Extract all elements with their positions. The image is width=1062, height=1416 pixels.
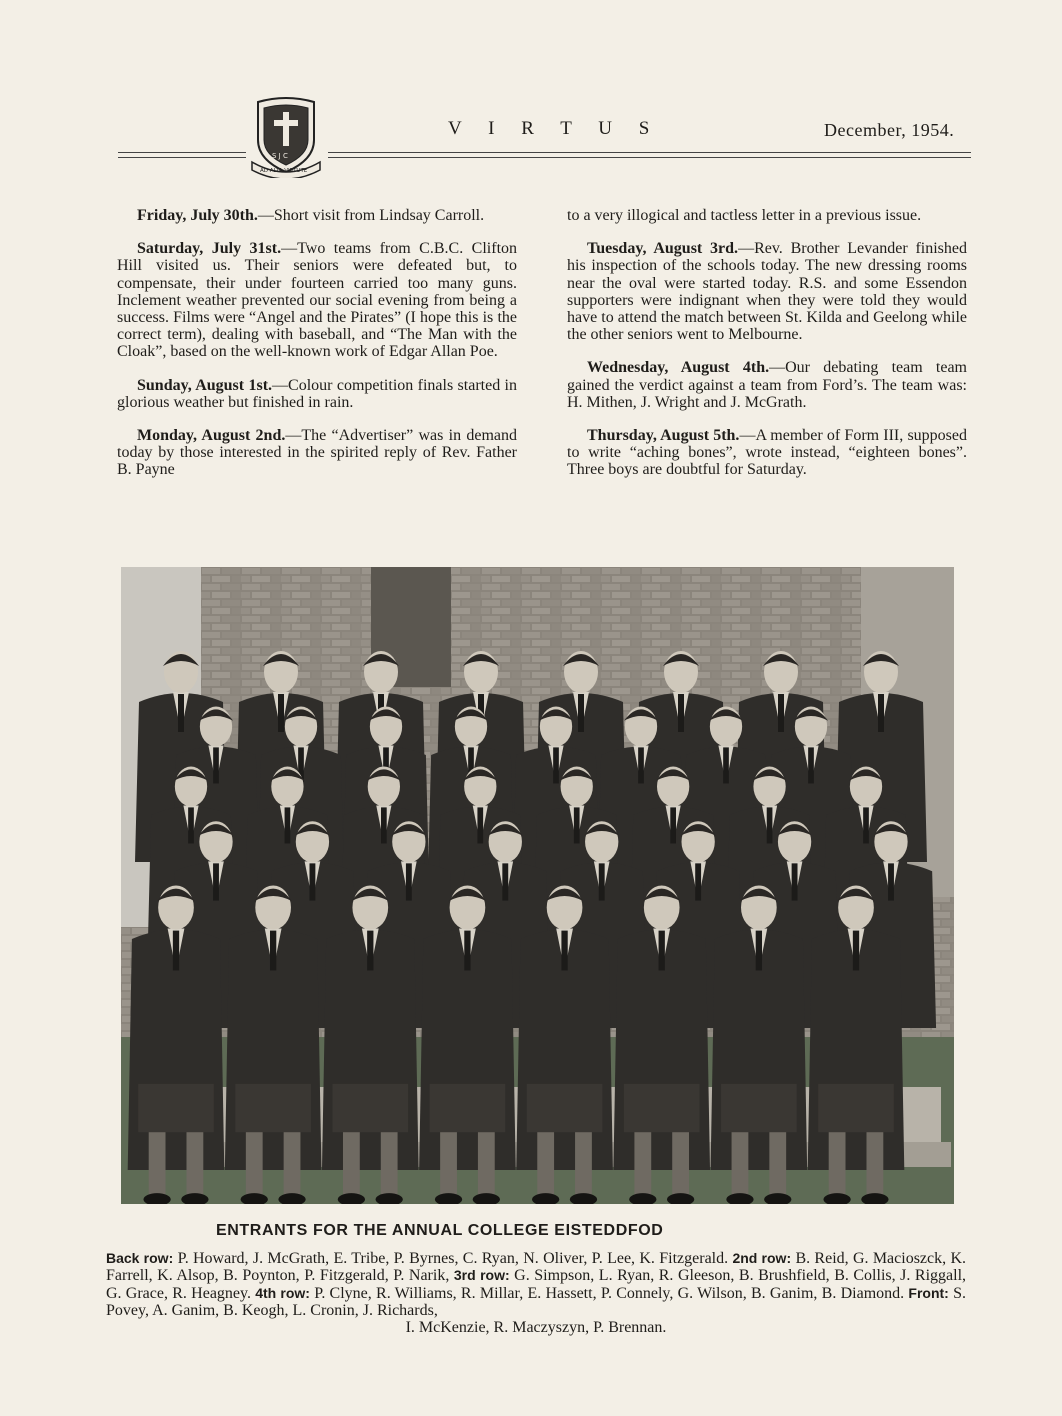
row-names: G. Simpson, L. Ryan, R. Gleeson, B. Brushfield, B. Collis, J. Riggall, G. Grace, R. Heagney.	[106, 1267, 967, 1302]
photo-caption-title: ENTRANTS FOR THE ANNUAL COLLEGE EISTEDDFOD	[216, 1222, 664, 1239]
entry-text: —Two teams from C.B.C. Clifton Hill visited us. Their seniors were defeated but, to compensate, their under fourteen carried too many guns. Inclement weather prevented our social evening from being a success. Films were “Angel and the Pirates” (I hope this is the correct term), dealing with baseball, and “The Man with the Cloak”, based on the well-known work of Edgar Allan Poe.	[117, 240, 518, 361]
left-column	[117, 207, 517, 495]
entry-text: —Short visit from Lindsay Carroll.	[257, 207, 485, 224]
diary-entry	[117, 240, 517, 360]
entry-date: Thursday, August 5th.	[587, 427, 740, 445]
entry-date: Monday, August 2nd.	[137, 427, 286, 445]
school-crest-icon	[250, 96, 322, 178]
entry-text: —Our debating team team gained the verdict against a team from Ford’s. The team was: H. Mithen, J. Wright and J. McGrath.	[567, 359, 968, 411]
photo-caption	[106, 1250, 966, 1336]
row-names: B. Reid, G. Macioszck, K. Farrell, K. Alsop, B. Poynton, P. Fitzgerald, P. Narik,	[106, 1250, 967, 1285]
entry-date: Friday, July 30th.	[137, 207, 258, 224]
entry-text: —The “Advertiser” was in demand today by those interested in the spirited reply of Rev. Father B. Payne	[117, 427, 517, 479]
diary-entry	[567, 240, 967, 343]
diary-entry	[567, 427, 967, 479]
row-label: Front:	[908, 1284, 949, 1301]
row-names: P. Clyne, R. Williams, R. Millar, E. Hassett, P. Connely, G. Wilson, B. Ganim, B. Diamond.	[314, 1284, 905, 1302]
caption-last-line: I. McKenzie, R. Maczyszyn, P. Brennan.	[405, 1319, 667, 1337]
crest-letters: S J C	[272, 152, 288, 160]
continued-text: to a very illogical and tactless letter in a previous issue.	[567, 207, 922, 224]
row-label: 4th row:	[255, 1284, 310, 1301]
entry-text: —Rev. Brother Levander finished his inspection of the schools today. The new dressing rooms near the oval were started today. R.S. and some Essendon supporters were indignant when they were told they would have to attend the match between St. Kilda and Geelong while the other seniors went to Melbourne.	[567, 240, 968, 344]
diary-entry	[567, 359, 967, 411]
entry-date: Wednesday, August 4th.	[587, 359, 770, 377]
diary-entry	[117, 377, 517, 411]
group-photo-image	[121, 567, 954, 1204]
magazine-title: V I R T U S	[448, 118, 661, 139]
header-rule-right	[328, 152, 971, 158]
right-column	[567, 207, 967, 495]
header-rule-left	[118, 152, 246, 158]
entry-date: Tuesday, August 3rd.	[587, 240, 739, 258]
crest-motto: AD ALTA VIRTUTE	[260, 168, 308, 174]
diary-entry	[117, 427, 517, 479]
row-label: Back row:	[106, 1250, 174, 1266]
row-names: S. Povey, A. Ganim, B. Keogh, L. Cronin, J. Richards,	[106, 1284, 966, 1319]
entry-date: Sunday, August 1st.	[137, 376, 273, 394]
issue-date: December, 1954.	[824, 120, 955, 140]
entry-text: —A member of Form III, supposed to write “aching bones”, wrote instead, “eighteen bones”. Three boys are doubtful for Saturday.	[567, 427, 967, 479]
group-photo	[121, 567, 954, 1204]
row-label: 3rd row:	[453, 1267, 510, 1284]
entry-text: —Colour competition finals started in glorious weather but finished in rain.	[117, 376, 518, 411]
row-names: P. Howard, J. McGrath, E. Tribe, P. Byrnes, C. Ryan, N. Oliver, P. Lee, K. Fitzgerald.	[177, 1250, 729, 1267]
row-label: 2nd row:	[732, 1250, 792, 1266]
entry-date: Saturday, July 31st.	[137, 240, 282, 258]
diary-entry	[117, 207, 517, 224]
